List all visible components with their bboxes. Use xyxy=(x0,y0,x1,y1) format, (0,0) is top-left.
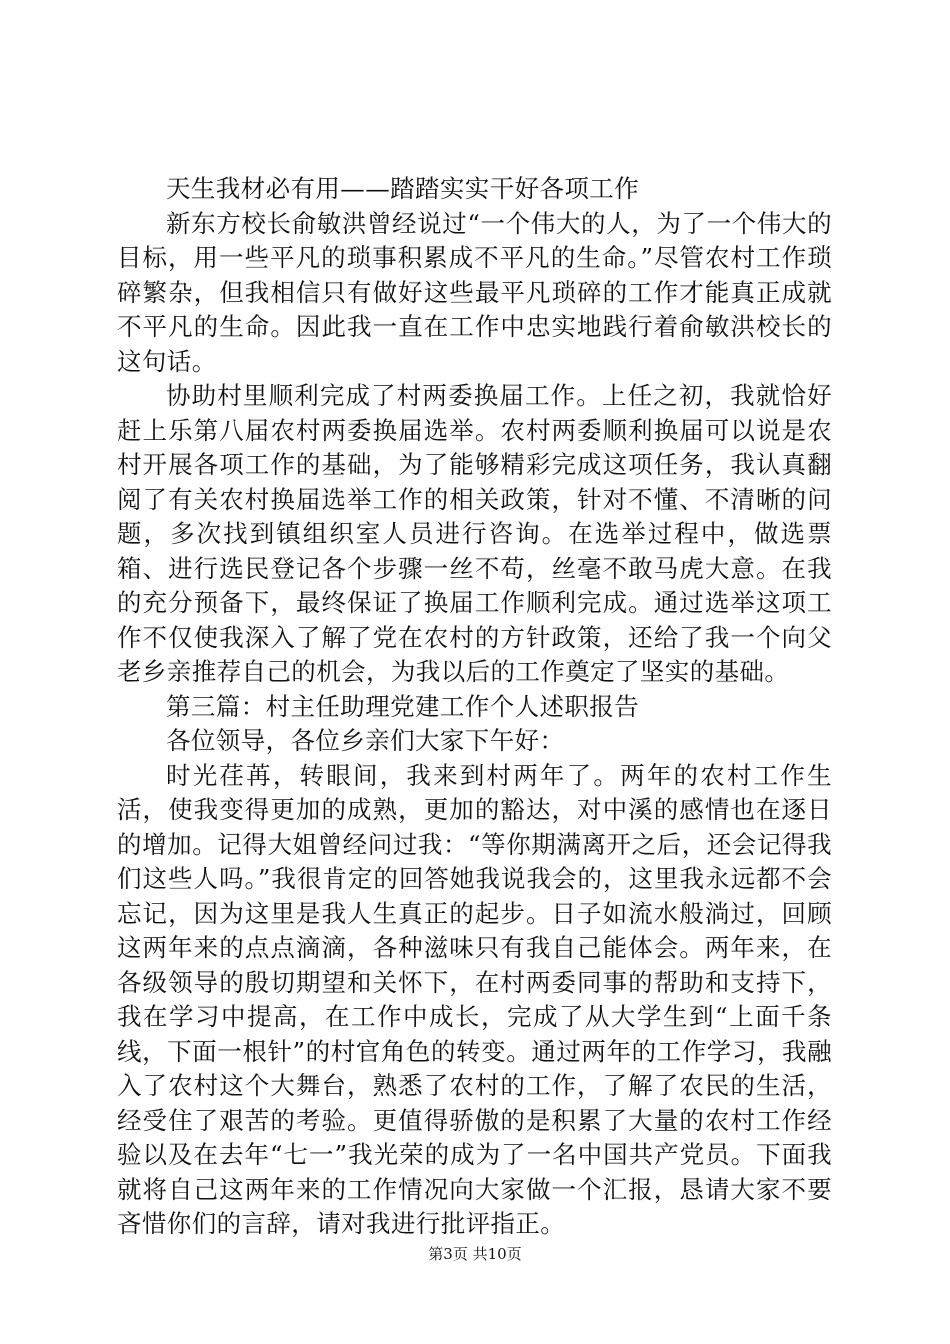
section-heading: 天生我材必有用——踏踏实实干好各项工作 xyxy=(166,174,640,203)
body-paragraph: 协助村里顺利完成了村两委换届工作。上任之初，我就恰好赶上乐第八届农村两委换届选举。农村两委顺利换届可以说是农村开展各项工作的基础，为了能够精彩完成这项任务，我认真翻阅了有关农村换届选举工作的相关政策，针对不懂、不清晰的问题，多次找到镇组织室人员进行咨询。在选举过程中，做选票箱、进行选民登记各个步骤一丝不苟，丝毫不敢马虎大意。在我的充分预备下，最终保证了换届工作顺利完成。通过选举这项工作不仅使我深入了解了党在农村的方针政策，还给了我一个向父老乡亲推荐自己的机会，为我以后的工作奠定了坚实的基础。 xyxy=(117,381,832,686)
body-paragraph: 时光荏苒，转眼间，我来到村两年了。两年的农村工作生活，使我变得更加的成熟，更加的豁达，对中溪的感情也在逐日的增加。记得大姐曾经问过我：“等你期满离开之后，还会记得我们这些人吗。”我很肯定的回答她我说我会的，这里我永远都不会忘记，因为这里是我人生真正的起步。日子如流水般淌过，回顾这两年来的点点滴滴，各种滋味只有我自己能体会。两年来，在各级领导的殷切期望和关怀下，在村两委同事的帮助和支持下，我在学习中提高，在工作中成长，完成了从大学生到“上面千条线，下面一根针”的村官角色的转变。通过两年的工作学习，我融入了农村这个大舞台，熟悉了农村的工作，了解了农民的生活，经受住了艰苦的考验。更值得骄傲的是积累了大量的农村工作经验以及在去年“七一”我光荣的成为了一名中国共产党员。下面我就将自己这两年来的工作情况向大家做一个汇报，恳请大家不要吝惜你们的言辞，请对我进行批评指正。 xyxy=(117,760,832,1238)
salutation: 各位领导，各位乡亲们大家下午好： xyxy=(166,726,565,755)
document-body xyxy=(117,172,832,1242)
section-heading: 第三篇：村主任助理党建工作个人述职报告 xyxy=(166,691,640,721)
body-paragraph: 新东方校长俞敏洪曾经说过“一个伟大的人，为了一个伟大的目标，用一些平凡的琐事积累成不平凡的生命。”尽管农村工作琐碎繁杂，但我相信只有做好这些最平凡琐碎的工作才能真正成就不平凡的生命。因此我一直在工作中忠实地践行着俞敏洪校长的这句话。 xyxy=(117,208,832,376)
page-number-footer: 第3页 共10页 xyxy=(428,1245,522,1263)
